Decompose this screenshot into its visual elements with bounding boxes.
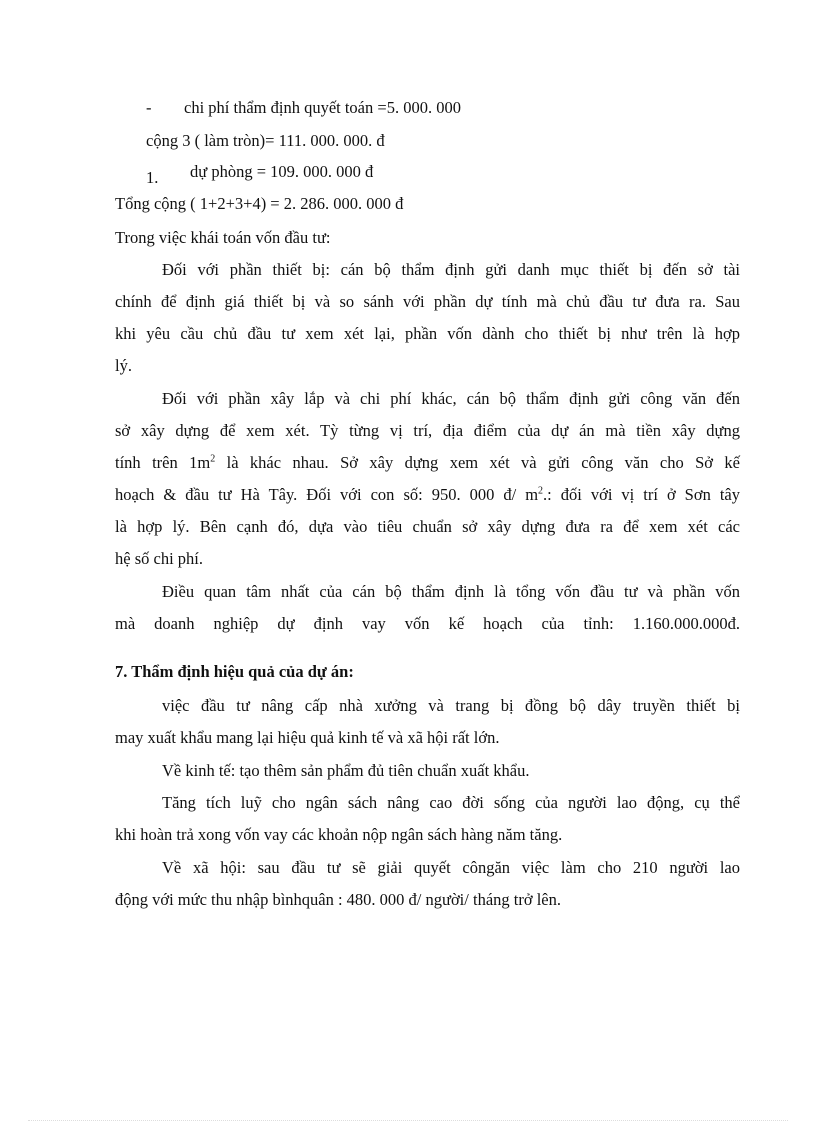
section-7-p1-line-1: việc đầu tư nâng cấp nhà xưởng và trang bị đồng bộ dây truyền thiết bị <box>162 696 740 715</box>
reserve-line: dự phòng = 109. 000. 000 đ <box>190 162 374 181</box>
equipment-line-3: khi yêu cầu chủ đầu tư xem xét lại, phần vốn dành cho thiết bị như trên là hợp <box>115 324 740 343</box>
subtotal-3: cộng 3 ( làm tròn)= 111. 000. 000. đ <box>146 131 385 150</box>
section-7-heading: 7. Thẩm định hiệu quả của dự án: <box>115 662 354 681</box>
section-7-p1-line-2: may xuất khẩu mang lại hiệu quả kinh tế và xã hội rất lớn. <box>115 728 500 747</box>
economic-line: Về kinh tế: tạo thêm sản phẩm đủ tiên chuẩn xuất khẩu. <box>162 761 530 780</box>
social-line-1: Về xã hội: sau đầu tư sẽ giải quyết côngăn việc làm cho 210 người lao <box>162 858 740 877</box>
concern-line-2: mà doanh nghiệp dự định vay vốn kế hoạch của tỉnh: 1.160.000.000đ. <box>115 614 740 633</box>
construction-line-6: hệ số chi phí. <box>115 549 203 568</box>
fee-line: chi phí thẩm định quyết toán =5. 000. 000 <box>184 98 461 117</box>
accumulation-line-1: Tăng tích luỹ cho ngân sách nâng cao đời sống của người lao động, cụ thể <box>162 793 740 812</box>
grand-total: Tổng cộng ( 1+2+3+4) = 2. 286. 000. 000 đ <box>115 194 404 213</box>
equipment-line-1: Đối với phần thiết bị: cán bộ thẩm định gửi danh mục thiết bị đến sở tài <box>162 260 740 279</box>
construction-line-3: tính trên $1m^2$ là khác nhau. Sở xây dựng xem xét và gửi công văn cho Sở kế <box>115 453 740 472</box>
accumulation-line-2: khi hoàn trả xong vốn vay các khoản nộp ngân sách hàng năm tăng. <box>115 825 563 844</box>
concern-line-1: Điều quan tâm nhất của cán bộ thẩm định là tổng vốn đầu tư và phần vốn <box>162 582 740 601</box>
page-bottom-rule <box>28 1120 788 1121</box>
estimate-intro: Trong việc khái toán vốn đầu tư: <box>115 228 331 247</box>
equipment-line-4: lý. <box>115 356 132 375</box>
equipment-line-2: chính để định giá thiết bị và so sánh với phần dự tính mà chủ đầu tư đưa ra. Sau <box>115 292 740 311</box>
construction-line-1: Đối với phần xây lắp và chi phí khác, cán bộ thẩm định gửi công văn đến <box>162 389 740 408</box>
list-dash-marker: - <box>146 98 152 117</box>
list-number-marker: 1. <box>146 168 159 187</box>
construction-line-2: sở xây dựng để xem xét. Tỳ từng vị trí, địa điểm của dự án mà tiền xây dựng <box>115 421 740 440</box>
construction-line-5: là hợp lý. Bên cạnh đó, dựa vào tiêu chuẩn sở xây dựng đưa ra để xem xét các <box>115 517 740 536</box>
construction-line-4: hoạch & đầu tư Hà Tây. Đối với con số: 950. 000 đ/ $m^2$.: đối với vị trí ở Sơn tây <box>115 485 740 504</box>
social-line-2: động với mức thu nhập bìnhquân : 480. 000 đ/ người/ tháng trở lên. <box>115 890 561 909</box>
